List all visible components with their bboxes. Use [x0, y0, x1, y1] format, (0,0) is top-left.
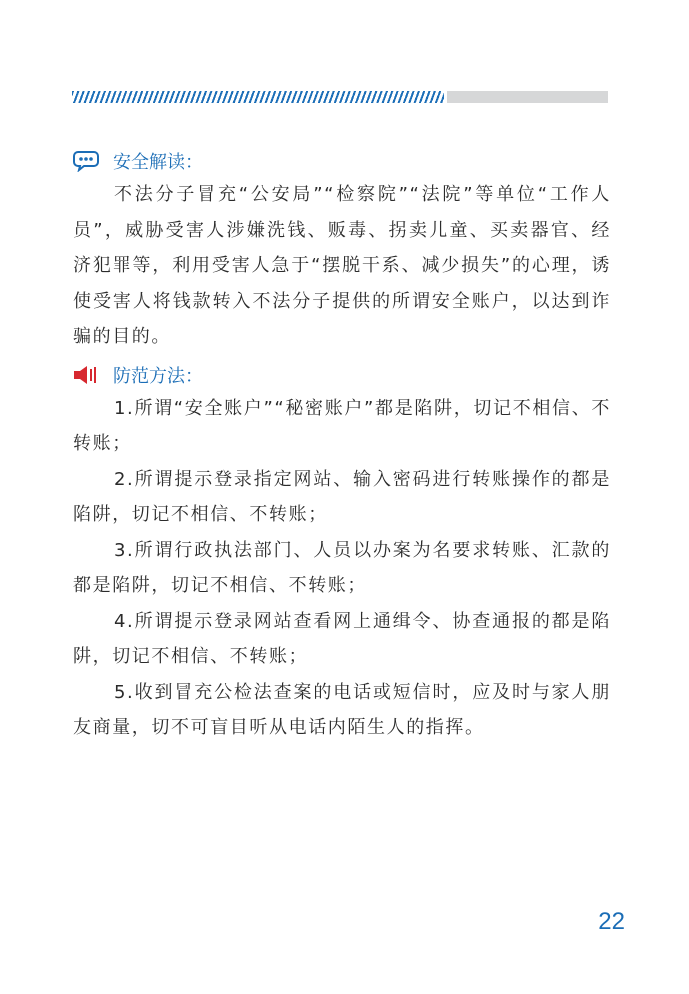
chat-bubble-icon	[73, 150, 99, 172]
section-heading-label: 安全解读：	[113, 152, 203, 173]
section-heading-security-analysis	[73, 145, 611, 177]
prevention-item: 1.所谓“安全账户”“秘密账户”都是陷阱，切记不相信、不转账；	[73, 397, 611, 454]
page-number: 22	[598, 908, 625, 935]
grey-stripe	[447, 91, 608, 103]
hatched-stripe	[72, 91, 444, 103]
prevention-item: 5.收到冒充公检法查案的电话或短信时，应及时与家人朋友商量，切不可盲目听从电话内陌生人的指挥。	[73, 681, 611, 738]
speaker-icon	[73, 364, 99, 386]
section-heading-prevention	[73, 359, 611, 391]
prevention-item: 3.所谓行政执法部门、人员以办案为名要求转账、汇款的都是陷阱，切记不相信、不转账；	[73, 539, 611, 596]
security-analysis-paragraph: 不法分子冒充“公安局”“检察院”“法院”等单位“工作人员”，威胁受害人涉嫌洗钱、贩毒、拐卖儿童、买卖器官、经济犯罪等，利用受害人急于“摆脱干系、减少损失”的心理，诱使受害人将钱款转入不法分子提供的所谓安全账户，以达到诈骗的目的。	[73, 184, 611, 347]
header-decorative-bar	[72, 91, 608, 103]
prevention-item: 2.所谓提示登录指定网站、输入密码进行转账操作的都是陷阱，切记不相信、不转账；	[73, 468, 611, 525]
prevention-item: 4.所谓提示登录网站查看网上通缉令、协查通报的都是陷阱，切记不相信、不转账；	[73, 610, 611, 667]
page-content	[73, 145, 611, 746]
section-heading-label: 防范方法：	[113, 365, 203, 387]
